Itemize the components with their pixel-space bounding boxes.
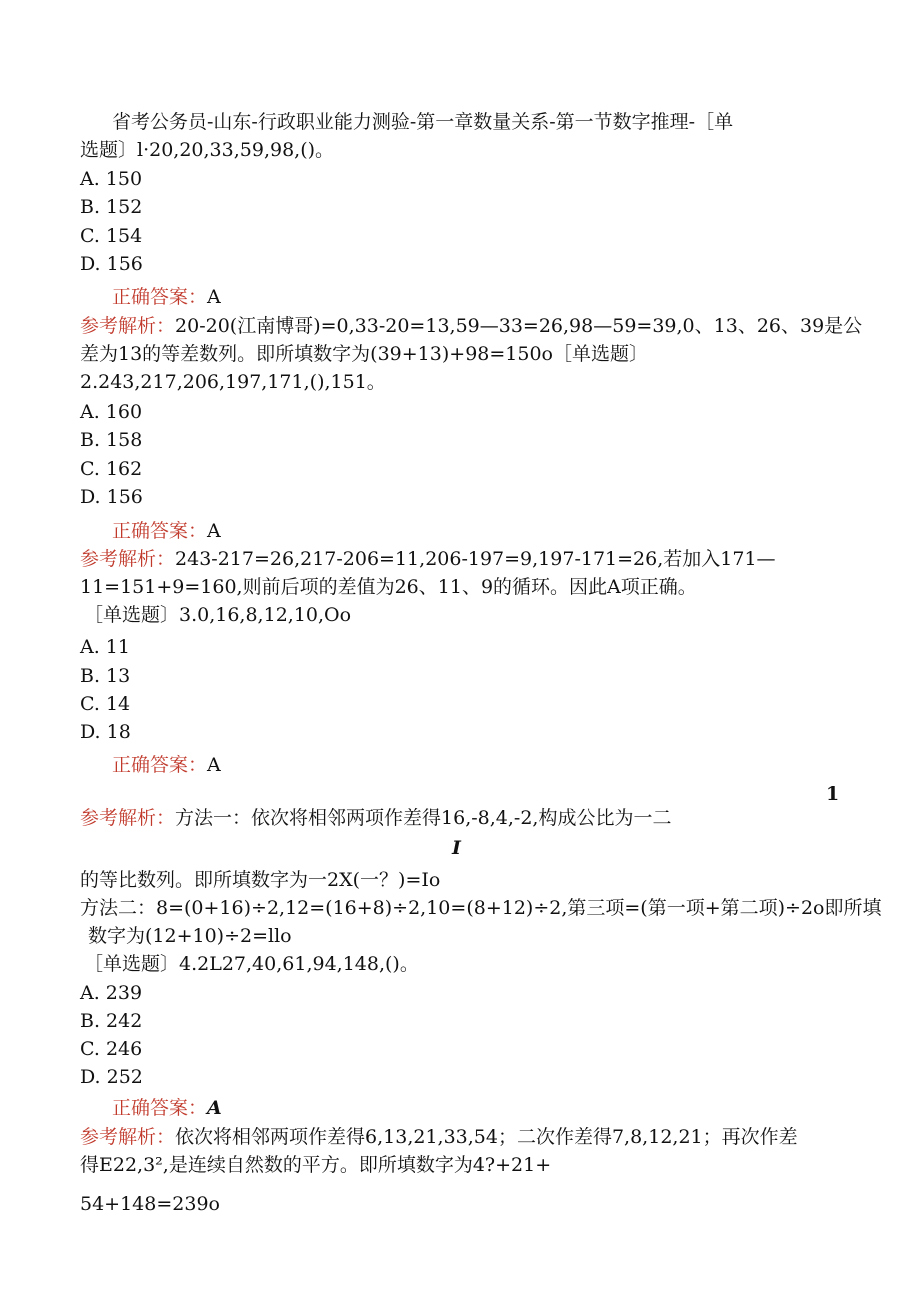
explanation-label: 参考解析： xyxy=(80,1126,176,1148)
question-2-option-d: D. 156 xyxy=(80,486,143,508)
question-3-explanation-line2: 的等比数列。即所填数字为一2X(一？)=Io xyxy=(80,869,441,891)
question-3-option-b: B. 13 xyxy=(80,665,131,687)
question-1-stem-line2: 选题〕l·20,20,33,59,98,()。 xyxy=(80,139,335,161)
question-4-option-b: B. 242 xyxy=(80,1010,143,1032)
question-3-explanation-line4: 数字为(12+10)÷2=llo xyxy=(88,925,292,947)
answer-value: A xyxy=(207,286,221,308)
question-3-explanation-line1 xyxy=(80,806,671,830)
question-4-option-d: D. 252 xyxy=(80,1066,143,1088)
question-1-option-a: A. 150 xyxy=(80,168,143,190)
explanation-text: 20-20(江南博哥)=0,33-20=13,59—33=26,98—59=39,0、13、26、39是公 xyxy=(175,315,863,337)
question-3-option-c: C. 14 xyxy=(80,693,131,715)
explanation-text: 方法一：依次将相邻两项作差得16,-8,4,-2,构成公比为一二 xyxy=(175,807,672,829)
answer-value: A xyxy=(207,1097,222,1119)
question-1-explanation-line1 xyxy=(80,314,862,338)
question-2-option-b: B. 158 xyxy=(80,429,143,451)
question-3-option-d: D. 18 xyxy=(80,721,131,743)
answer-label: 正确答案： xyxy=(112,1097,208,1119)
question-2-explanation-line2: 11=151+9=160,则前后项的差值为26、11、9的循环。因此A项正确。 xyxy=(80,576,697,598)
answer-label: 正确答案： xyxy=(112,754,208,776)
question-4-explanation-line2: 得E22,3²,是连续自然数的平方。即所填数字为4?+21+ xyxy=(80,1154,552,1176)
question-4-stem: ［单选题〕4.2L27,40,61,94,148,()。 xyxy=(84,953,419,975)
answer-label: 正确答案： xyxy=(112,286,208,308)
question-2-stem: 2.243,217,206,197,171,(),151。 xyxy=(80,371,386,393)
question-4-option-c: C. 246 xyxy=(80,1038,143,1060)
question-3-option-a: A. 11 xyxy=(80,636,130,658)
question-4-explanation-line3: 54+148=239o xyxy=(80,1193,220,1215)
question-1-answer xyxy=(112,285,221,309)
question-4-answer xyxy=(112,1096,222,1120)
explanation-text: 243-217=26,217-206=11,206-197=9,197-171=26,若加入171— xyxy=(175,548,776,570)
answer-value: A xyxy=(207,520,221,542)
answer-value: A xyxy=(207,754,221,776)
question-1-option-c: C. 154 xyxy=(80,225,143,247)
answer-label: 正确答案： xyxy=(112,520,208,542)
question-1-stem-line1: 省考公务员-山东-行政职业能力测验-第一章数量关系-第一节数字推理-［单 xyxy=(112,111,734,133)
question-3-explanation-line3: 方法二：8=(0+16)÷2,12=(16+8)÷2,10=(8+12)÷2,第三项=(第一项+第二项)÷2o即所填 xyxy=(80,897,882,919)
explanation-label: 参考解析： xyxy=(80,807,176,829)
question-4-option-a: A. 239 xyxy=(80,982,143,1004)
question-1-option-d: D. 156 xyxy=(80,253,143,275)
question-2-explanation-line1 xyxy=(80,547,776,571)
question-3-stem: ［单选题〕3.0,16,8,12,10,Oo xyxy=(84,604,352,626)
fraction-denominator: I xyxy=(452,837,461,859)
question-1-option-b: B. 152 xyxy=(80,196,143,218)
question-2-option-a: A. 160 xyxy=(80,401,143,423)
explanation-label: 参考解析： xyxy=(80,548,176,570)
question-2-option-c: C. 162 xyxy=(80,458,143,480)
explanation-text: 依次将相邻两项作差得6,13,21,33,54；二次作差得7,8,12,21；再次作差 xyxy=(175,1126,798,1148)
explanation-label: 参考解析： xyxy=(80,315,176,337)
question-4-explanation-line1 xyxy=(80,1125,798,1149)
question-2-answer xyxy=(112,519,221,543)
question-3-answer xyxy=(112,753,221,777)
question-1-explanation-line2: 差为13的等差数列。即所填数字为(39+13)+98=150o［单选题〕 xyxy=(80,343,648,365)
fraction-numerator: 1 xyxy=(826,783,840,805)
